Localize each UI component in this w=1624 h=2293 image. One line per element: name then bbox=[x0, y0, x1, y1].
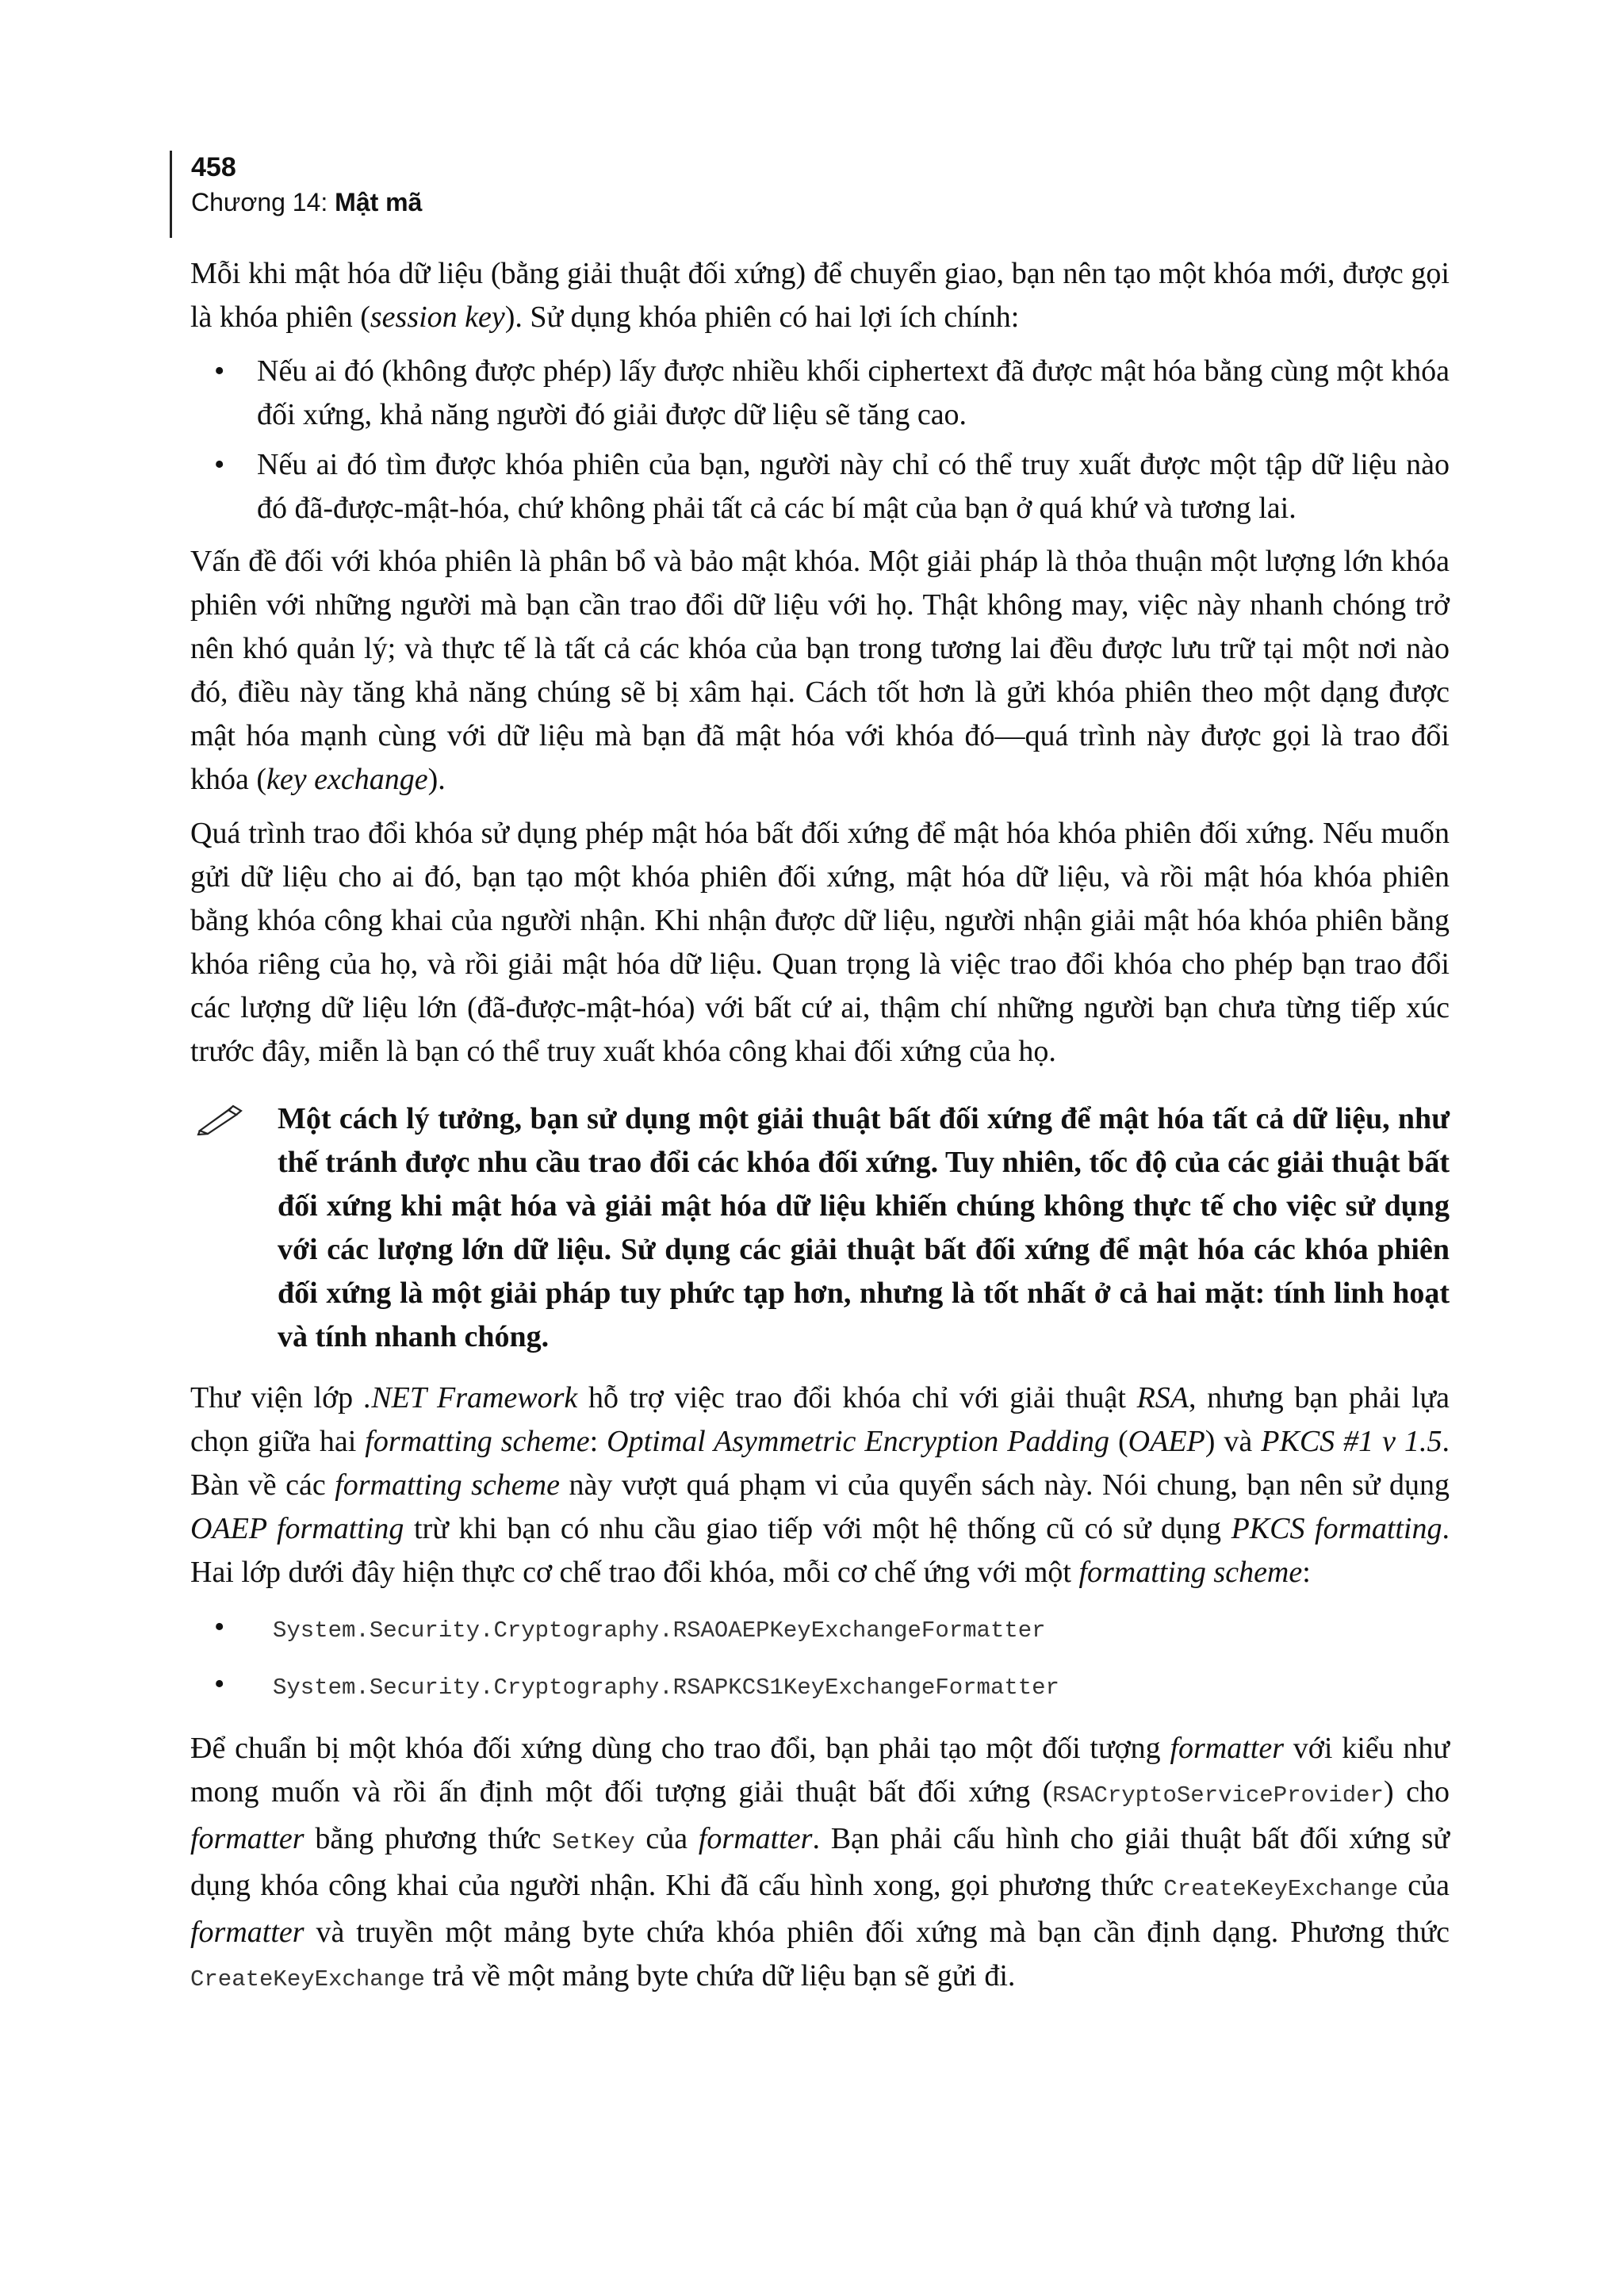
list-item bbox=[190, 1662, 1450, 1719]
text-run: Để chuẩn bị một khóa đối xứng dùng cho trao đổi, bạn phải tạo một đối tượng bbox=[190, 1732, 1170, 1765]
text-run: ( bbox=[1109, 1425, 1128, 1458]
note-box bbox=[190, 1097, 1450, 1359]
formatter-class-list bbox=[190, 1605, 1450, 1719]
paragraph-formatter-usage bbox=[190, 1727, 1450, 2001]
code-rsa-provider: RSACryptoServiceProvider bbox=[1052, 1782, 1384, 1809]
term-formatting-scheme: formatting scheme bbox=[365, 1425, 590, 1458]
text-run: với kiểu như mong muốn và rồi ấn định một đối tượng giải thuật bất đối xứng ( bbox=[190, 1732, 1450, 1809]
text-run: : bbox=[1302, 1556, 1311, 1589]
text-run: Mỗi khi mật hóa dữ liệu (bằng giải thuật đối xứng) để chuyển giao, bạn nên tạo một khóa mới, được gọi là khóa phiên ( bbox=[190, 257, 1450, 334]
text-run: ). bbox=[427, 763, 446, 796]
code-create-key-exchange: CreateKeyExchange bbox=[190, 1966, 425, 1992]
term-pkcs-formatting: PKCS formatting bbox=[1231, 1512, 1442, 1545]
term-key-exchange: key exchange bbox=[266, 763, 428, 796]
code-class-name: System.Security.Cryptography.RSAOAEPKeyExchangeFormatter bbox=[273, 1617, 1046, 1644]
text-run: ). Sử dụng khóa phiên có hai lợi ích chính: bbox=[504, 301, 1020, 334]
term-oaep-full: Optimal Asymmetric Encryption Padding bbox=[607, 1425, 1110, 1458]
text-run: trả về một mảng byte chứa dữ liệu bạn sẽ gửi đi. bbox=[424, 1959, 1016, 1992]
text-run: ) và bbox=[1205, 1425, 1262, 1458]
chapter-prefix: Chương 14: bbox=[191, 188, 335, 216]
paragraph-formatting-schemes bbox=[190, 1376, 1450, 1594]
text-run: và truyền một mảng byte chứa khóa phiên đối xứng mà bạn cần định dạng. Phương thức bbox=[304, 1916, 1450, 1949]
code-setkey: SetKey bbox=[552, 1829, 635, 1855]
text-run: ) cho bbox=[1383, 1775, 1450, 1809]
code-class-name: System.Security.Cryptography.RSAPKCS1KeyExchangeFormatter bbox=[273, 1675, 1059, 1701]
text-run: trừ khi bạn có nhu cầu giao tiếp với một hệ thống cũ có sử dụng bbox=[404, 1512, 1231, 1545]
text-run: Vấn đề đối với khóa phiên là phân bổ và bảo mật khóa. Một giải pháp là thỏa thuận một lượng lớn khóa phiên với những người mà bạn cần trao đổi dữ liệu với họ. Thật không may, việc này nhanh chóng trở nên khó quản lý; và thực tế là tất cả các khóa của bạn trong tương lai đều được lưu trữ tại một nơi nào đó, điều này tăng khả năng chúng sẽ bị xâm hại. Cách tốt hơn là gửi khóa phiên theo một dạng được mật hóa mạnh cùng với dữ liệu mà bạn đã mật hóa với khóa đó—quá trình này được gọi là trao đổi khóa ( bbox=[190, 545, 1450, 796]
term-formatting-scheme: formatting scheme bbox=[335, 1468, 560, 1502]
term-formatter: formatter bbox=[190, 1916, 304, 1949]
text-run: , nhưng bạn phải lựa chọn giữa hai bbox=[190, 1381, 1450, 1458]
text-run: . Hai lớp dưới đây hiện thực cơ chế trao đổi khóa, mỗi cơ chế ứng với một bbox=[190, 1512, 1450, 1589]
text-run: bằng phương thức bbox=[304, 1822, 553, 1855]
page-body bbox=[190, 252, 1450, 2012]
code-create-key-exchange: CreateKeyExchange bbox=[1163, 1876, 1399, 1902]
text-run: : bbox=[589, 1425, 607, 1458]
term-formatter: formatter bbox=[1170, 1732, 1285, 1765]
paragraph-key-exchange-process: Quá trình trao đổi khóa sử dụng phép mật hóa bất đối xứng để mật hóa khóa phiên đối xứng. Nếu muốn gửi dữ liệu cho ai đó, bạn tạo một khóa phiên đối xứng, mật hóa dữ liệu, và rồi mật hóa khóa phiên bằng khóa công khai của người nhận. Khi nhận được dữ liệu, người nhận giải mật hóa khóa phiên bằng khóa riêng của họ, và rồi giải mật hóa dữ liệu. Quan trọng là việc trao đổi khóa cho phép bạn trao đổi các lượng dữ liệu lớn (đã-được-mật-hóa) với bất cứ ai, thậm chí những người bạn chưa từng tiếp xúc trước đây, miễn là bạn có thể truy xuất khóa công khai đối xứng của họ. bbox=[190, 817, 1450, 1068]
term-formatter: formatter bbox=[698, 1822, 813, 1855]
term-oaep-formatting: OAEP formatting bbox=[190, 1512, 404, 1545]
term-net-framework: .NET Framework bbox=[363, 1381, 578, 1414]
term-pkcs: PKCS #1 v 1.5 bbox=[1261, 1425, 1442, 1458]
list-item: • Nếu ai đó (không được phép) lấy được nhiều khối ciphertext đã được mật hóa bằng cùng một khóa đối xứng, khả năng người đó giải được dữ liệu sẽ tăng cao. bbox=[190, 350, 1450, 437]
text-run: . Bàn về các bbox=[190, 1425, 1450, 1502]
list-item bbox=[190, 1605, 1450, 1662]
text-run: Thư viện lớp bbox=[190, 1381, 364, 1414]
chapter-title: Mật mã bbox=[335, 188, 423, 216]
text-run: của bbox=[1398, 1869, 1450, 1902]
term-rsa: RSA bbox=[1136, 1381, 1189, 1414]
chapter-heading bbox=[191, 184, 422, 220]
term-oaep: OAEP bbox=[1128, 1425, 1205, 1458]
term-formatting-scheme: formatting scheme bbox=[1078, 1556, 1303, 1589]
benefits-list bbox=[190, 350, 1450, 530]
text-run: của bbox=[634, 1822, 699, 1855]
paragraph-key-distribution bbox=[190, 540, 1450, 802]
page-number: 458 bbox=[191, 152, 236, 182]
term-session-key: session key bbox=[370, 301, 505, 334]
text-run: hỗ trợ việc trao đổi khóa chỉ với giải thuật bbox=[577, 1381, 1137, 1414]
note-text: Một cách lý tưởng, bạn sử dụng một giải thuật bất đối xứng để mật hóa tất cả dữ liệu, như thế tránh được nhu cầu trao đổi các khóa đối xứng. Tuy nhiên, tốc độ của các giải thuật bất đối xứng khi mật hóa và giải mật hóa dữ liệu khiến chúng không thực tế cho việc sử dụng với các lượng lớn dữ liệu. Sử dụng các giải thuật bất đối xứng để mật hóa các khóa phiên đối xứng là một giải pháp tuy phức tạp hơn, nhưng là tốt nhất ở cả hai mặt: tính linh hoạt và tính nhanh chóng. bbox=[278, 1102, 1450, 1353]
page-header bbox=[170, 151, 422, 238]
text-run: . Bạn phải cấu hình cho giải thuật bất đối xứng sử dụng khóa công khai của người nhận. Khi đã cấu hình xong, gọi phương thức bbox=[190, 1822, 1450, 1902]
text-run: này vượt quá phạm vi của quyển sách này. Nói chung, bạn nên sử dụng bbox=[559, 1468, 1450, 1502]
pencil-note-icon bbox=[197, 1104, 244, 1135]
list-item: • Nếu ai đó tìm được khóa phiên của bạn, người này chỉ có thể truy xuất được một tập dữ liệu nào đó đã-được-mật-hóa, chứ không phải tất cả các bí mật của bạn ở quá khứ và tương lai. bbox=[190, 443, 1450, 530]
paragraph-session-key bbox=[190, 252, 1450, 339]
term-formatter: formatter bbox=[190, 1822, 304, 1855]
